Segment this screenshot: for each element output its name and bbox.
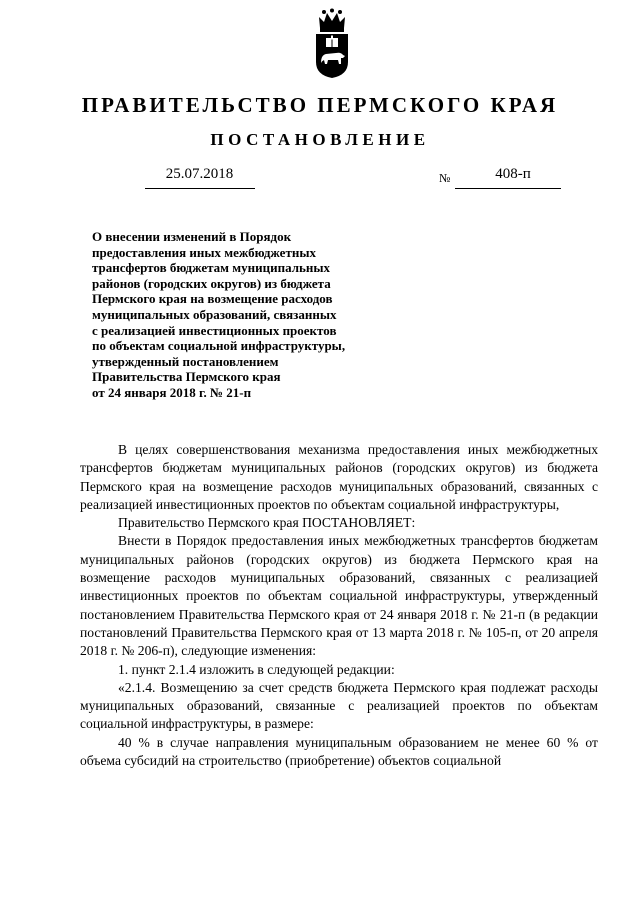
date-underline	[145, 188, 255, 189]
number-underline	[455, 188, 561, 189]
subject-line: Правительства Пермского края	[92, 369, 281, 385]
body-paragraph-preamble: В целях совершенствования механизма предоставления иных межбюджетных трансфертов бюджетам муниципальных районов (городских округов) из бюджета Пермского края на возмещение расходов муниципальных образований, связанных с реализацией инвестиционных проектов по объектам социальной инфраструктуры,	[80, 442, 598, 512]
subject-line: предоставления иных межбюджетных	[92, 244, 316, 260]
number-label: №	[439, 171, 451, 185]
document-subject	[92, 229, 422, 401]
document-number: 408-п	[495, 166, 531, 182]
subject-line: с реализацией инвестиционных проектов	[92, 322, 337, 338]
body-paragraph-item-1: 1. пункт 2.1.4 изложить в следующей редакции:	[118, 661, 395, 677]
body-paragraph-percent: 40 % в случае направления муниципальным образованием не менее 60 % от объема субсидий на строительство (приобретение) объектов социальной	[80, 734, 598, 769]
subject-line: от 24 января 2018 г. № 21-п	[92, 384, 252, 400]
document-date: 25.07.2018	[165, 166, 234, 182]
subject-line: утвержденный постановлением	[92, 353, 279, 369]
subject-line: муниципальных образований, связанных	[92, 306, 337, 322]
body-paragraph-resolves: Правительство Пермского края ПОСТАНОВЛЯЕТ:	[118, 515, 416, 531]
subject-line: Пермского края на возмещение расходов	[92, 291, 333, 307]
document-body	[80, 441, 598, 770]
subject-line: районов (городских округов) из бюджета	[92, 275, 331, 291]
date-number-row	[0, 166, 640, 196]
document-type-title: ПОСТАНОВЛЕНИЕ	[210, 130, 430, 149]
subject-line: по объектам социальной инфраструктуры,	[92, 338, 346, 354]
subject-line: О внесении изменений в Порядок	[92, 229, 292, 244]
body-paragraph-clause-2-1-4: «2.1.4. Возмещению за счет средств бюджета Пермского края подлежат расходы муниципальных образований, связанные с реализацией проектов по объектам социальной инфраструктуры, в размере:	[80, 679, 598, 732]
coat-of-arms-icon	[312, 8, 352, 80]
government-title: ПРАВИТЕЛЬСТВО ПЕРМСКОГО КРАЯ	[81, 93, 559, 117]
subject-line: трансфертов бюджетам муниципальных	[92, 260, 331, 276]
body-paragraph-amendments: Внести в Порядок предоставления иных межбюджетных трансфертов бюджетам муниципальных районов (городских округов) из бюджета Пермского края на возмещение расходов муниципальных образований, связанных с реализацией инвестиционных проектов по объектам социальной инфраструктуры, утвержденный постановлением Правительства Пермского края от 24 января 2018 г. № 21-п (в редакции постановлений Правительства Пермского края от 13 марта 2018 г. № 105-п, от 20 апреля 2018 г. № 206-п), следующие изменения:	[80, 533, 598, 659]
